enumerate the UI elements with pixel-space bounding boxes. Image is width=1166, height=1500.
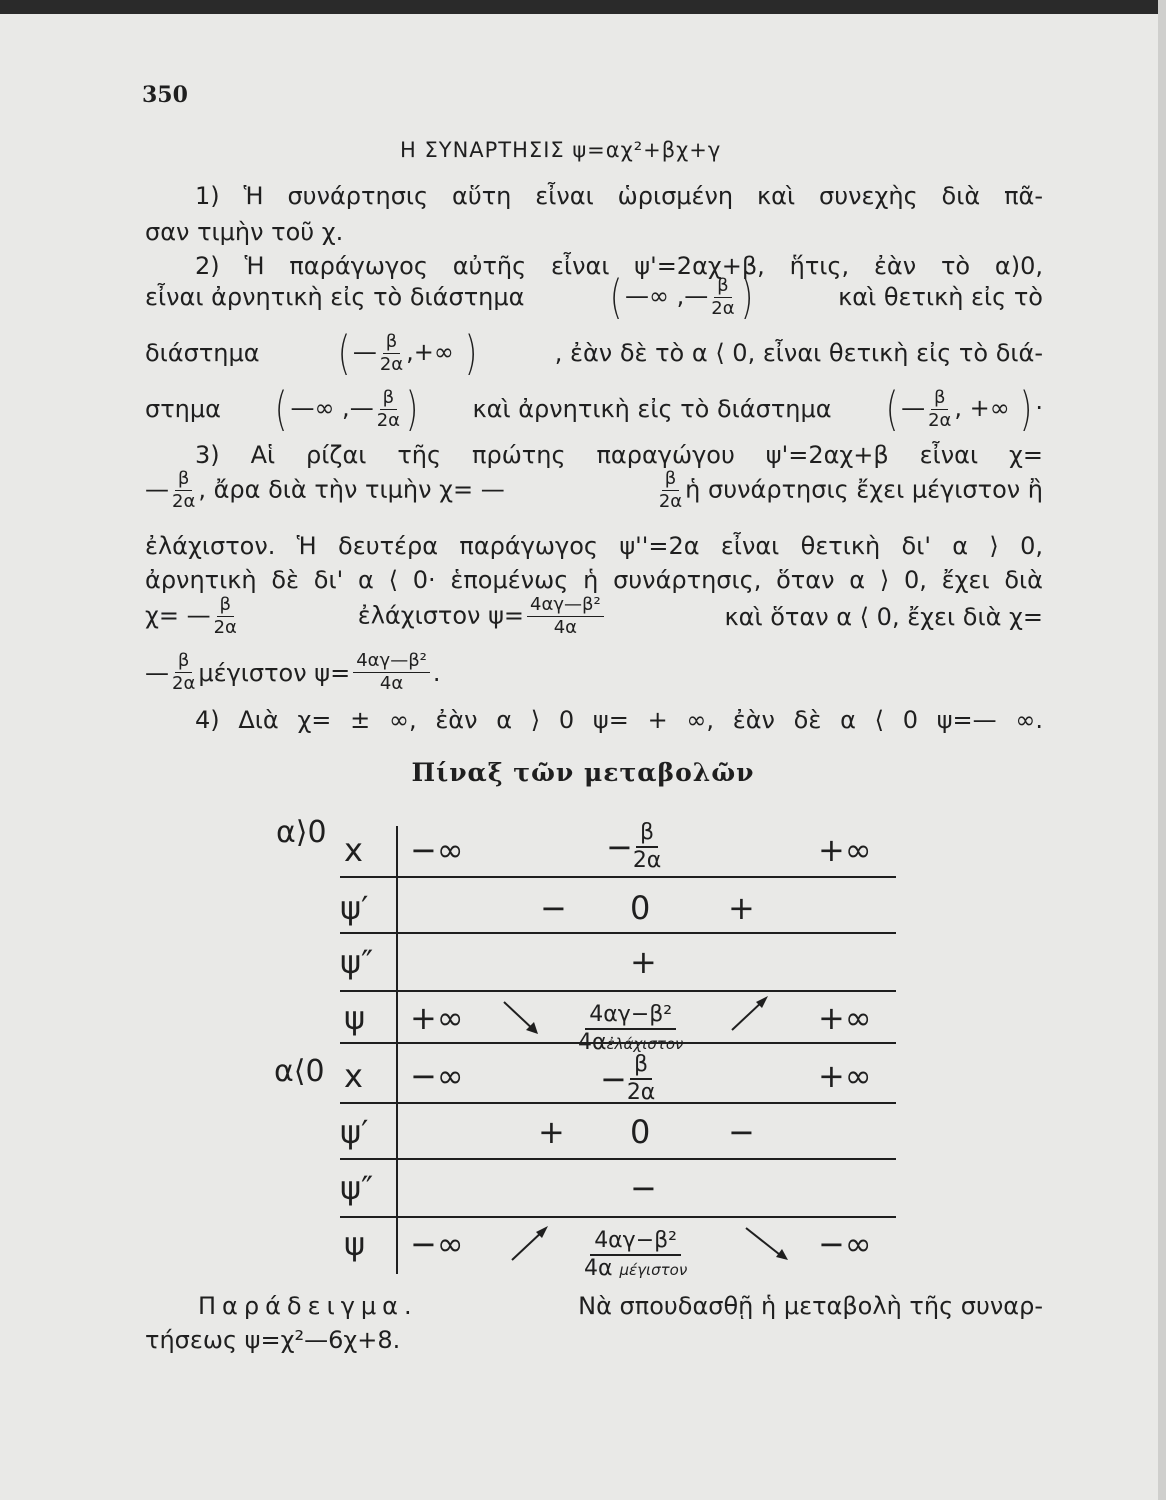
d1-sign-left: −: [540, 889, 567, 927]
right-paren: ): [405, 382, 419, 436]
case-a-positive: α⟩0: [276, 815, 327, 850]
frac-den: 2α: [213, 617, 237, 638]
p4-line1: 4) Διὰ χ= ± ∞, ἐὰν α ⟩ 0 ψ= + ∞, ἐὰν δὲ α ⟨ 0 ψ=— ∞.: [195, 706, 1043, 734]
right-paren: ): [740, 270, 753, 324]
left-paren: (: [885, 382, 899, 436]
d1-sign-right: +: [728, 889, 755, 927]
frac-den: [578, 1030, 683, 1054]
p1-line1: 1) Ἡ συνάρτησις αὕτη εἶναι ὡρισμένη καὶ συνεχὴς διὰ πᾶ-: [195, 182, 1043, 210]
frac-num: β: [383, 333, 401, 354]
x-neg-inf: −∞: [410, 831, 464, 869]
f-maximum: [584, 1220, 687, 1280]
d1-zero-2: 0: [630, 1113, 651, 1151]
p3-line4: ἀρνητικὴ δὲ δι' α ⟨ 0· ἑπομένως ἡ συνάρτησις, ὅταν α ⟩ 0, ἔχει διὰ: [145, 566, 1043, 594]
frac-den: 2α: [928, 409, 952, 431]
f-right-inf: +∞: [818, 999, 872, 1037]
f-left-inf: +∞: [410, 999, 464, 1037]
minus-sign: −: [600, 1060, 627, 1098]
frac-den: 2α: [626, 1080, 656, 1105]
p2-line2-text-a: εἶναι ἀρνητικὴ εἰς τὸ διάστημα: [145, 283, 525, 311]
p2-line2-text-c: καὶ θετικὴ εἰς τὸ: [838, 283, 1043, 311]
frac-extremum: [353, 652, 430, 693]
minus-sign: −: [606, 828, 633, 866]
minus-sign: —: [352, 338, 377, 366]
frac-num: β: [714, 277, 732, 298]
frac-num: 4αγ—β²: [353, 652, 430, 673]
frac-num: β: [636, 822, 658, 848]
frac-beta-2alpha: [627, 1054, 656, 1104]
p2-line3-text-a: διάστημα: [145, 339, 260, 367]
x-pos-inf: +∞: [818, 831, 872, 869]
frac-num: 4αγ—β²: [527, 596, 604, 617]
right-paren: ): [464, 326, 477, 380]
row-f-label-2: ψ: [344, 1225, 366, 1263]
p2-interval-4-text: , +∞: [954, 394, 1010, 422]
x-critical: [606, 822, 661, 872]
min-word: ἐλάχιστον: [606, 1035, 684, 1053]
frac-num: β: [931, 389, 949, 410]
left-paren: (: [337, 326, 351, 380]
p2-interval-1-text: —∞ ,—: [625, 282, 709, 310]
p2-line4-text-a: στημα: [145, 395, 221, 423]
f-left-inf-2: −∞: [410, 1225, 464, 1263]
frac-num: β: [662, 470, 680, 491]
frac-maximum: [584, 1230, 687, 1280]
p2-line2: [145, 270, 1043, 324]
frac-den: 2α: [172, 491, 196, 512]
frac-num: 4αγ−β²: [590, 1230, 681, 1256]
example-label: Παράδειγμα.: [198, 1292, 418, 1320]
x-critical-2: [600, 1054, 655, 1104]
table-vertical-rule: [396, 826, 398, 1274]
frac-beta-2alpha: [659, 470, 682, 511]
minus-sign: —: [145, 475, 169, 504]
frac-num: β: [217, 596, 235, 617]
example-line2: τήσεως ψ=χ²—6χ+8.: [145, 1326, 401, 1354]
p3-line2-c: [656, 470, 1043, 511]
period: .: [432, 658, 441, 687]
frac-extremum: [527, 596, 604, 637]
max-word: μέγιστον: [619, 1261, 688, 1279]
p3-line6-text-b: μέγιστον ψ=: [198, 658, 351, 687]
d1-zero: 0: [630, 889, 651, 927]
p2-interval-2: [335, 326, 480, 380]
p2-line3-text-d: , ἐὰν δὲ τὸ α ⟨ 0, εἶναι θετικὴ εἰς τὸ διά-: [554, 339, 1043, 367]
example-text: Νὰ σπουδασθῇ ἡ μεταβολὴ τῆς συναρ-: [578, 1292, 1043, 1320]
p3-line1: 3) Αἱ ρίζαι τῆς πρώτης παραγώγου ψ'=2αχ+β εἶναι χ=: [195, 441, 1043, 469]
minus-sign: —: [145, 658, 169, 687]
p2-line4-text-c: καὶ ἀρνητικὴ εἰς τὸ διάστημα: [472, 395, 832, 423]
p3-line5-text-a: χ= —: [145, 601, 211, 630]
table-rule-1: [340, 876, 896, 878]
frac-den: 2α: [632, 848, 662, 873]
row-d1-label-2: ψ′: [340, 1113, 369, 1151]
frac-den: [584, 1256, 687, 1280]
table-rule-3: [340, 990, 896, 992]
left-paren: (: [275, 382, 288, 436]
frac-beta-2alpha: [711, 274, 735, 319]
p3-line5-text-c: καὶ ὅταν α ⟨ 0, ἔχει διὰ χ=: [724, 602, 1043, 631]
p3-line5-text-b: ἐλάχιστον ψ=: [357, 601, 525, 630]
d1-sign-left-2: +: [538, 1113, 565, 1151]
f-minimum: [578, 994, 683, 1054]
p2-interval-1: [607, 270, 755, 324]
frac-num: 4αγ−β²: [585, 1004, 676, 1030]
frac-den: 2α: [172, 673, 196, 694]
frac-beta-2alpha: [928, 386, 952, 431]
decreasing-arrow: [500, 998, 544, 1038]
row-f-label: ψ: [344, 999, 366, 1037]
p3-line2-text-b: , ἄρα διὰ τὴν τιμὴν χ= —: [198, 475, 505, 504]
frac-beta-2alpha: [172, 470, 195, 511]
row-d2-label: ψ″: [340, 943, 374, 981]
max-den: 4α: [584, 1256, 613, 1281]
p3-line2-text-c: ἡ συνάρτησις ἔχει μέγιστον ἢ: [685, 475, 1043, 504]
period: ·: [1035, 394, 1043, 422]
frac-beta-2alpha: [379, 330, 404, 375]
right-paren: ): [1020, 382, 1033, 436]
frac-num: β: [175, 652, 193, 673]
frac-den: 4α: [553, 617, 578, 638]
p2-line3: [145, 326, 1043, 380]
p3-line5-a: [145, 596, 240, 637]
row-x-label-2: x: [344, 1057, 363, 1095]
frac-minimum: [578, 1004, 683, 1054]
x-neg-inf-2: −∞: [410, 1057, 464, 1095]
row-d2-label-2: ψ″: [340, 1169, 374, 1207]
scan-top-edge: [0, 0, 1166, 14]
page-number: 350: [142, 82, 188, 108]
frac-num: β: [175, 470, 193, 491]
p2-line4: [145, 382, 1043, 436]
p2-interval-2-text: ,+∞: [406, 338, 454, 366]
frac-beta-2alpha: [214, 596, 237, 637]
frac-beta-2alpha: [376, 386, 401, 431]
frac-num: β: [380, 389, 398, 410]
frac-beta-2alpha: [172, 652, 195, 693]
example-line1: [198, 1292, 1043, 1320]
p3-line5-b: [358, 596, 607, 637]
table-rule-6: [340, 1158, 896, 1160]
x-pos-inf-2: +∞: [818, 1057, 872, 1095]
frac-den: 2α: [658, 491, 683, 512]
p2-interval-3-text: —∞ ,—: [290, 394, 374, 422]
f-right-inf-2: −∞: [818, 1225, 872, 1263]
frac-den: 2α: [376, 409, 401, 431]
frac-den: 2α: [379, 353, 404, 375]
p3-line6: [145, 652, 441, 693]
minus-sign: —: [901, 394, 926, 422]
increasing-arrow-2: [508, 1224, 552, 1264]
min-den: 4α: [578, 1030, 607, 1055]
p2-line1: 2) Ἡ παράγωγος αὐτῆς εἶναι ψ'=2αχ+β, ἥτις, ἐὰν τὸ α)0,: [195, 252, 1043, 280]
p2-interval-3: [272, 382, 420, 436]
section-heading: Η ΣΥΝΑΡΤΗΣΙΣ ψ=αχ²+βχ+γ: [400, 138, 722, 162]
case-a-negative: α⟨0: [274, 1054, 325, 1089]
frac-den: 4α: [379, 673, 404, 694]
d2-sign-2: −: [630, 1169, 657, 1207]
table-rule-7: [340, 1216, 896, 1218]
row-x-label: x: [344, 831, 363, 869]
p3-line2: [145, 470, 1043, 511]
frac-beta-2alpha: [633, 822, 662, 872]
table-rule-2: [340, 932, 896, 934]
table-title: Πίναξ τῶν μεταβολῶν: [411, 758, 755, 787]
d2-sign: +: [630, 943, 657, 981]
left-paren: (: [609, 270, 623, 324]
p1-line2: σαν τιμὴν τοῦ χ.: [145, 218, 344, 246]
d1-sign-right-2: −: [728, 1113, 755, 1151]
p3-line5: [145, 596, 1043, 637]
p2-interval-4: [883, 382, 1043, 436]
decreasing-arrow-2: [742, 1224, 792, 1264]
increasing-arrow: [728, 994, 772, 1034]
row-d1-label: ψ′: [340, 889, 369, 927]
frac-num: β: [630, 1054, 652, 1080]
p3-line3: ἐλάχιστον. Ἡ δευτέρα παράγωγος ψ''=2α εἶναι θετικὴ δι' α ⟩ 0,: [145, 532, 1043, 560]
frac-den: 2α: [711, 297, 735, 319]
scan-right-edge: [1158, 0, 1166, 1500]
p3-line2-a: [145, 470, 505, 511]
